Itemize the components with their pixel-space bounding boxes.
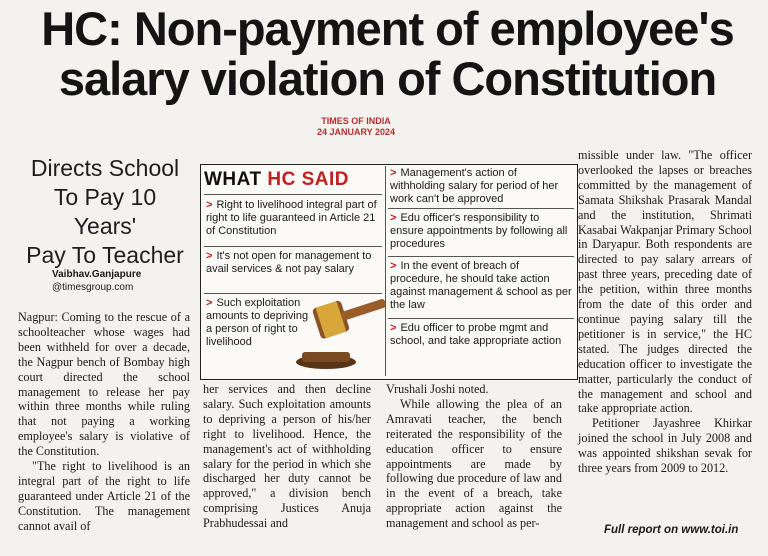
hc-point-text: Edu officer to probe mgmt and school, and take appropriate action xyxy=(390,322,562,347)
article-paragraph: Nagpur: Coming to the rescue of a schoolteacher whose wages had been withheld for over a decade, the Nagpur bench of Bombay high court directed the school management to release her pay within three months while ruling that not paying a working employee's salary is violative of the Constitution. xyxy=(18,310,190,459)
gavel-icon xyxy=(290,290,390,372)
article-paragraph: her services and then decline salary. Such exploitation amounts to depriving a person of his/her right to livelihood. Hence, the management's act of withholding salary for the period in which she discharged her duty cannot be approved," a division bench comprising Justices Anuja Prabhudessai and xyxy=(203,382,371,531)
hc-point-left-1 xyxy=(206,199,382,238)
dateline-paper: TIMES OF INDIA xyxy=(321,116,391,126)
hc-point-right-3 xyxy=(390,260,572,312)
deck-line-1: Directs School xyxy=(30,155,180,181)
box-title-highlight: HC SAID xyxy=(267,169,349,190)
arrow-icon: > xyxy=(206,297,213,309)
arrow-icon: > xyxy=(390,212,397,224)
hc-point-right-4 xyxy=(390,322,572,348)
box-rule xyxy=(388,318,574,319)
box-rule xyxy=(388,208,574,209)
hc-point-text: It's not open for management to avail services & not pay salary xyxy=(206,250,372,275)
hc-point-left-2 xyxy=(206,250,382,276)
hc-point-text: In the event of breach of procedure, he should take action against management & school as per the law xyxy=(390,260,572,311)
hc-point-text: Right to livelihood integral part of right to life guaranteed in Article 21 of Constitution xyxy=(206,199,377,237)
hc-point-right-2 xyxy=(390,212,572,251)
box-rule xyxy=(204,246,382,247)
byline-email: @timesgroup.com xyxy=(52,282,134,293)
arrow-icon: > xyxy=(390,167,397,179)
article-paragraph: While allowing the plea of an Amravati teacher, the bench reiterated the responsibility of the education officer to ensure appointments are made by following due procedure of law and in the event of a breach, take appropriate action against the management and school as per- xyxy=(386,396,562,531)
dateline-date: 24 JANUARY 2024 xyxy=(316,127,396,137)
hc-point-text: Such exploitation amounts to depriving a person of right to livelihood xyxy=(206,297,309,348)
article-paragraph: Petitioner Jayashree Khirkar joined the school in July 2008 and was appointed shikshan sevak for three years from 2009 to 2012. xyxy=(578,416,752,476)
article-column-2 xyxy=(203,382,371,531)
hc-point-text: Management's action of withholding salary for period of her work can't be approved xyxy=(390,167,559,205)
article-column-1 xyxy=(18,310,190,534)
byline-name: Vaibhav.Ganjapure xyxy=(52,269,142,280)
headline-line-2: salary violation of Constitution xyxy=(58,52,717,105)
box-title xyxy=(204,169,349,191)
deck xyxy=(20,154,190,270)
hc-point-right-1 xyxy=(390,167,572,206)
deck-line-3: Pay To Teacher xyxy=(26,242,184,268)
article-paragraph: missible under law. "The officer overlooked the lapses or breaches committed by the management of Samata Shikshak Prasarak Mandal and the institution, Shrimati Kasabai Wakpanjar Primary School in Daryapur. Both respondents are directed to pay salary arrears of past three years, preceding date of the petition, within three months from the date of this order and continue paying salary till the petitioner is in service," the HC stated. The judges directed the education officer to investigate the matter, particularly the conduct of the management and school and take appropriate action. xyxy=(578,148,752,416)
hc-point-text: Edu officer's responsibility to ensure appointments by following all procedures xyxy=(390,212,568,250)
dateline xyxy=(296,116,416,138)
arrow-icon: > xyxy=(206,250,213,262)
headline-line-1: HC: Non-payment of employee's xyxy=(41,2,734,55)
article-paragraph: "The right to livelihood is an integral part of the right to life guaranteed under Article 21 of the Constitution. The management cannot avail of xyxy=(18,459,190,533)
article-column-4 xyxy=(578,148,752,476)
arrow-icon: > xyxy=(390,322,397,334)
article-column-3 xyxy=(386,382,562,531)
full-report-credit: Full report on www.toi.in xyxy=(604,524,739,536)
article-paragraph: Vrushali Joshi noted. xyxy=(386,382,489,396)
arrow-icon: > xyxy=(390,260,397,272)
box-rule xyxy=(204,194,382,195)
headline xyxy=(20,4,755,104)
box-rule xyxy=(388,256,574,257)
byline xyxy=(52,268,192,294)
arrow-icon: > xyxy=(206,199,213,211)
deck-line-2: To Pay 10 Years' xyxy=(53,184,157,239)
box-title-prefix: WHAT xyxy=(204,169,268,190)
